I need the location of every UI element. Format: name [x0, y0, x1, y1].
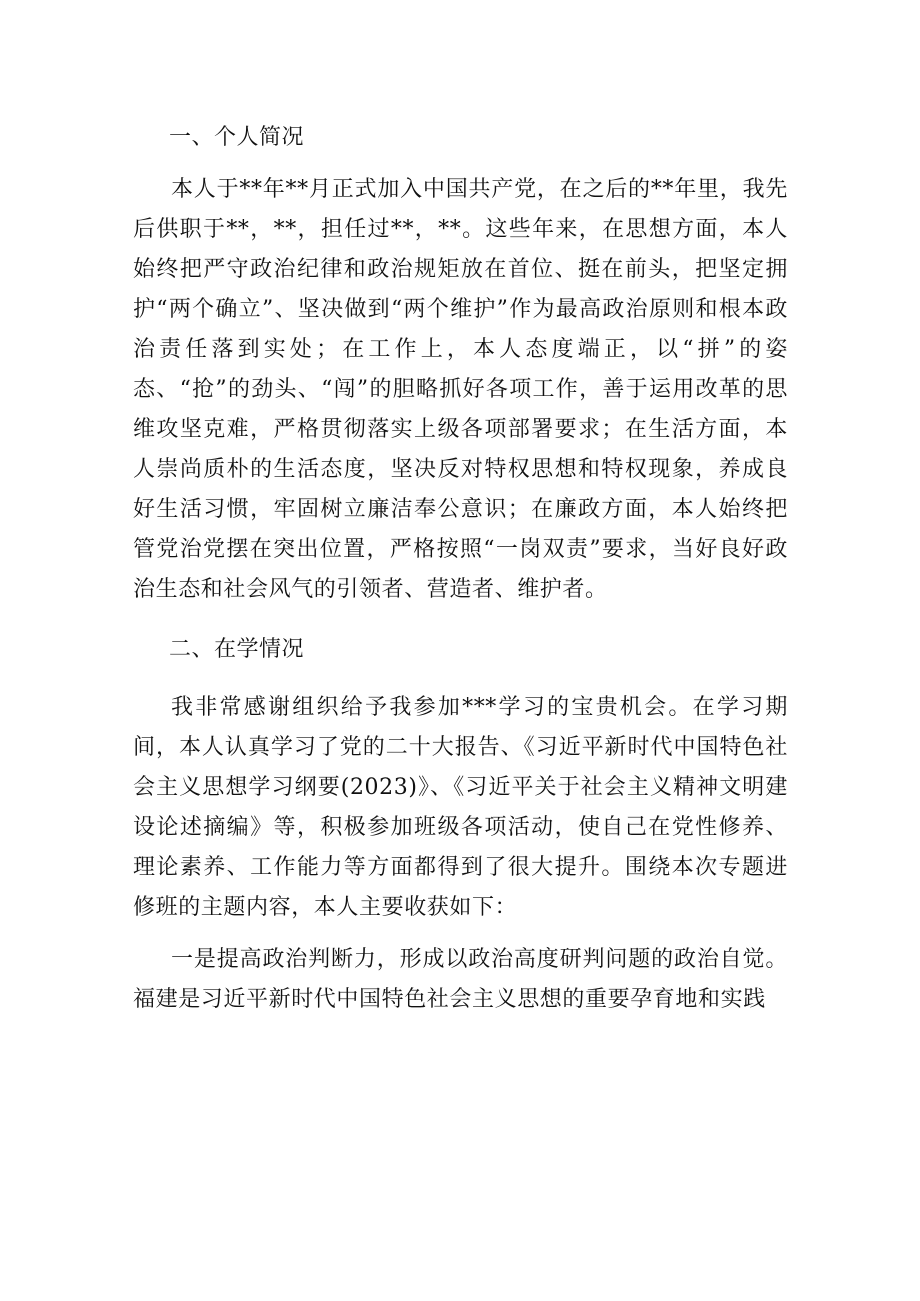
section-heading-personal-profile: 一、个人简况 [169, 125, 305, 150]
political-judgment-paragraph: 一是提高政治判断力，形成以政治高度研判问题的政治自觉。福建是习近平新时代中国特色社会主义思想的重要孕育地和实践 [133, 947, 788, 1012]
document-page [133, 118, 788, 1020]
section-heading-study-status: 二、在学情况 [169, 637, 305, 662]
study-status-paragraph: 我非常感谢组织给予我参加***学习的宝贵机会。在学习期间，本人认真学习了党的二十大报告、《习近平新时代中国特色社会主义思想学习纲要(2023)》、《习近平关于社会主义精神文明建设论述摘编》等，积极参加班级各项活动，使自己在党性修养、理论素养、工作能力等方面都得到了很大提升。围绕本次专题进修班的主题内容，本人主要收获如下： [133, 695, 788, 920]
personal-profile-paragraph: 本人于**年**月正式加入中国共产党，在之后的**年里，我先后供职于**，**，担任过**，**。这些年来，在思想方面，本人始终把严守政治纪律和政治规矩放在首位、挺在前头，把坚定拥护“两个确立”、坚决做到“两个维护”作为最高政治原则和根本政治责任落到实处；在工作上，本人态度端正，以“拼”的姿态、“抢”的劲头、“闯”的胆略抓好各项工作，善于运用改革的思维攻坚克难，严格贯彻落实上级各项部署要求；在生活方面，本人崇尚质朴的生活态度，坚决反对特权思想和特权现象，养成良好生活习惯，牢固树立廉洁奉公意识；在廉政方面，本人始终把管党治党摆在突出位置，严格按照“一岗双责”要求，当好良好政治生态和社会风气的引领者、营造者、维护者。 [133, 177, 788, 602]
